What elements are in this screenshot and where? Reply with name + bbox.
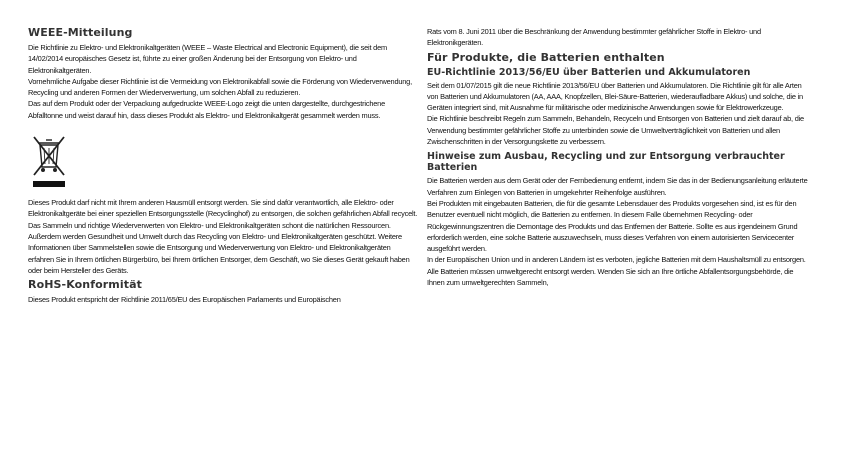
crossed-out-wheelie-bin-icon [29,133,69,191]
weee-paragraph-1: Die Richtlinie zu Elektro- und Elektronikaltgeräten (WEEE – Waste Electrical and Electronic Equipment), die seit dem 14/02/2014 europäisches Gesetz ist, führte zu einer großen Änderung bei der Entsorgung von Elektro- und Elektronikaltgeräten. [28,43,387,75]
rohs-heading: RoHS-Konformität [28,278,142,292]
battery-removal-paragraph-1: Die Batterien werden aus dem Gerät oder der Fernbedienung entfernt, indem Sie das in der Bedienungsanleitung erläuterte Verfahren zum Einlegen von Batterien in umgekehrter Reihenfolge ausführen. [427,176,808,197]
right-column [427,26,812,288]
eu-directive-paragraph-1: Seit dem 01/07/2015 gilt die neue Richtlinie 2013/56/EU über Batterien und Akkumulatoren. Die Richtlinie gilt für alle Arten von Batterien und Akkumulatoren (AA, AAA, Knopfzellen, Blei-Säure-Batterien, wiederaufladbare Akkus) und solche, die in Geräten integriert sind, mit Ausnahme für militärische oder medizinische Anwendungen sowie für Elektrowerkzeuge. [427,80,803,113]
rohs-paragraph-1: Dieses Produkt entspricht der Richtlinie 2011/65/EU des Europäischen Parlaments und Europäischen [28,295,341,305]
eu-directive-heading: EU-Richtlinie 2013/56/EU über Batterien und Akkumulatoren [427,66,751,78]
batteries-heading: Für Produkte, die Batterien enthalten [427,50,665,64]
battery-removal-paragraph-2: Bei Produkten mit eingebauten Batterien, die für die gesamte Lebensdauer des Produkts vorgesehen sind, ist es für den Benutzer eventuell nicht möglich, die Batterien zu entfernen. In diesem Falle übernehmen Recycling- oder Rückgewinnungszentren die Demontage des Produkts und das Entfernen der Batterie. Sollte es aus irgendeinem Grund erforderlich werden, eine solche Batterie auszuwechseln, muss dieses Verfahren von einem autorisierten Servicecenter ausgeführt werden. [427,198,798,254]
battery-removal-heading: Hinweise zum Ausbau, Recycling und zur Entsorgung verbrauchter Batterien [427,151,785,174]
weee-heading: WEEE-Mitteilung [28,26,133,39]
battery-removal-paragraph-3: In der Europäischen Union und in anderen Ländern ist es verboten, jegliche Batterien mit dem Haushaltsmüll zu entsorgen. Alle Batterien müssen umweltgerecht entsorgt werden. Wenden Sie sich an Ihre örtliche Abfallentsorgungsbehörde, die Ihnen zum umweltgerechten Sammeln, [427,255,806,288]
weee-paragraph-2: Vornehmliche Aufgabe dieser Richtlinie ist die Vermeidung von Elektronikabfall sowie die Förderung von Wiederverwendung, Recycling und anderen Formen der Wiederverwertung, um solchen Abfall zu reduzieren. [28,76,412,98]
eu-directive-paragraph-2: Die Richtlinie beschreibt Regeln zum Sammeln, Behandeln, Recyceln und Entsorgen von Batterien und zielt darauf ab, die Verwendung bestimmter gefährlicher Stoffe zu unterbinden sowie die Umweltverträglichkeit von Batterien und allen Zwischenschritten in der Versorgungskette zu verbessern. [427,114,804,147]
rohs-paragraph-1-continued: Rats vom 8. Juni 2011 über die Beschränkung der Anwendung bestimmter gefährlicher Stoffe in Elektro- und Elektronikgeräten. [427,27,761,48]
weee-paragraph-4: Dieses Produkt darf nicht mit Ihrem anderen Hausmüll entsorgt werden. Sie sind dafür verantwortlich, alle Elektro- oder Elektronikaltgeräte bei einer speziellen Entsorgungsstelle (Recyclinghof) zu entsorgen, die solchen gefährlichen Abfall recycelt. Das Sammeln und richtige Wiederverwerten von Elektro- und Elektronikaltgeräten schont die natürlichen Ressourcen. Außerdem werden Gesundheit und Umwelt durch das Recycling von Elektro- und Elektronikaltgeräten geschützt. Weitere Informationen über Sammelstellen sowie die Entsorgung und Wiederverwertung von Elektro- und Elektronikaltgeräten erfahren Sie in Ihrem örtlichen Bürgerbüro, bei Ihrem örtlichen Entsorger, dem Geschäft, wo Sie dieses Gerät gekauft haben oder beim Hersteller des Geräts. [28,198,418,275]
weee-paragraph-3: Das auf dem Produkt oder der Verpackung aufgedruckte WEEE-Logo zeigt die unten dargestellte, durchgestrichene Abfalltonne und weist darauf hin, dass dieses Produkt als Elektro- und Elektronikaltgerät gesammelt werden muss. [28,99,385,120]
left-column [28,26,418,305]
